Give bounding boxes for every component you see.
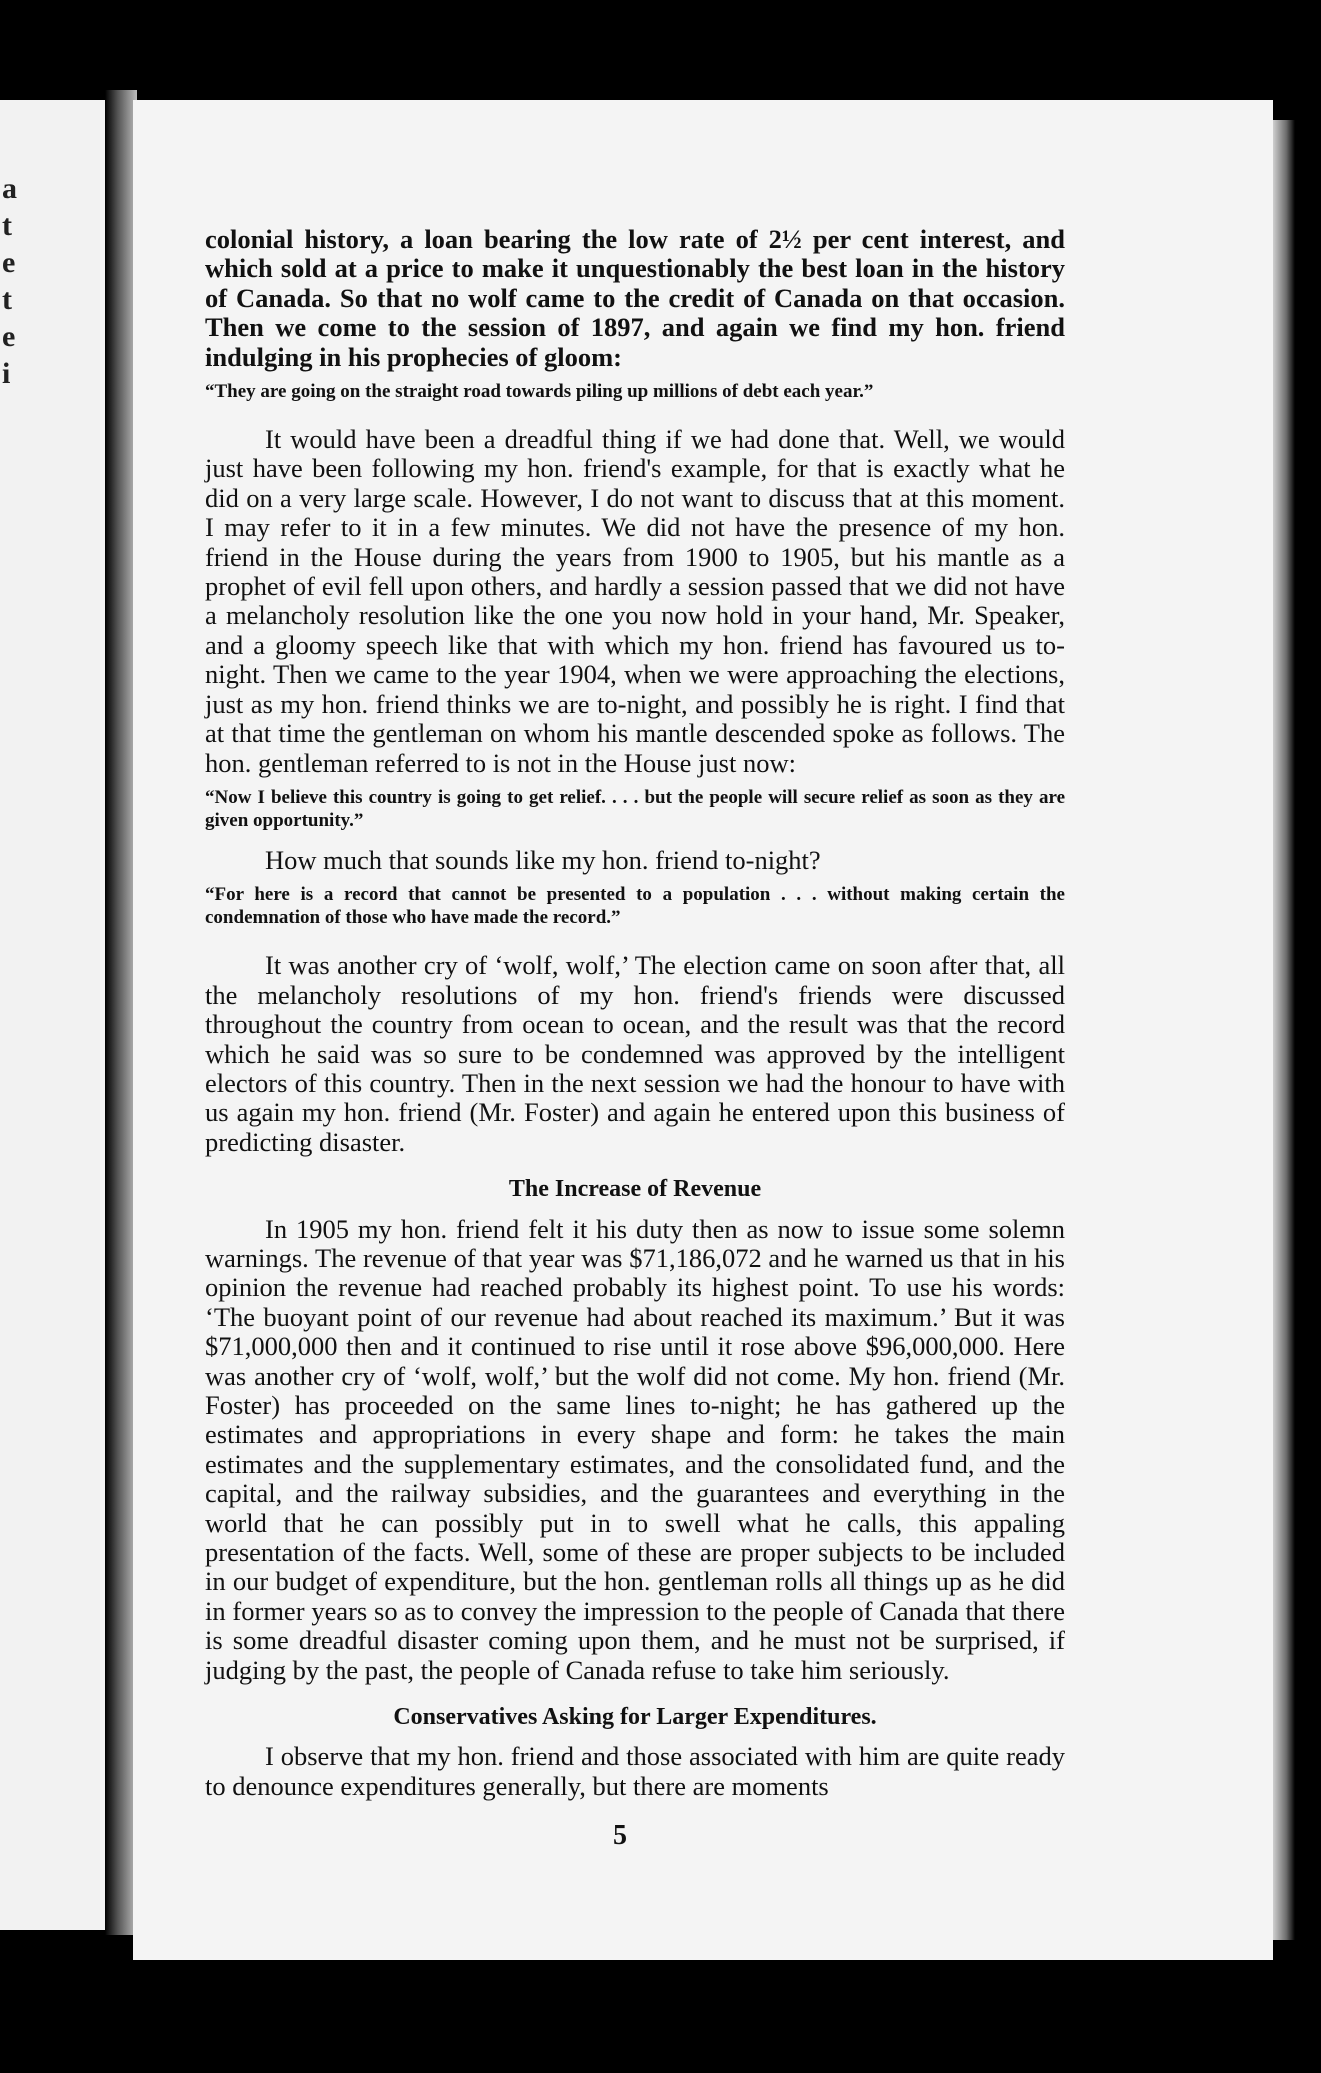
edge-letter: a <box>2 172 17 205</box>
paragraph: colonial history, a loan bearing the low rate of 2½ per cent interest, and which sold at a price to make it unquestionably the best loan in the history of Canada. So that no wolf came to the credit of Canada on that occasion. Then we come to the session of 1897, and again we find my hon. friend indulging in his prophecies of gloom: <box>205 224 1065 372</box>
block-quote: “Now I believe this country is going to get relief. . . . but the people will secure relief as soon as they are given opportunity.” <box>205 786 1065 831</box>
section-heading: The Increase of Revenue <box>508 1176 762 1203</box>
page-number: 5 <box>613 1820 627 1851</box>
edge-letter: e <box>2 320 16 353</box>
right-page-edge <box>1273 120 1295 1940</box>
paragraph: It would have been a dreadful thing if we had done that. Well, we would just have been following my hon. friend's example, for that is exactly what he did on a very large scale. However, I do not want to discuss that at this moment. I may refer to it in a few minutes. We did not have the presence of my hon. friend in the House during the years from 1900 to 1905, but his mantle as a prophet of evil fell upon others, and hardly a session passed that we did not have a melancholy resolution like the one you now hold in your hand, Mr. Speaker, and a gloomy speech like that with which my hon. friend has favoured us to-night. Then we came to the year 1904, when we were approaching the elections, just as my hon. friend thinks we are to-night, and possibly he is right. I find that at that time the gentleman on whom his mantle descended spoke as follows. The hon. gentleman referred to is not in the House just now: <box>205 424 1065 778</box>
block-quote: “They are going on the straight road towards piling up millions of debt each year.” <box>205 381 874 403</box>
edge-letter: t <box>2 283 12 316</box>
paragraph: How much that sounds like my hon. friend to-night? <box>265 844 821 875</box>
paragraph: In 1905 my hon. friend felt it his duty then as now to issue some solemn warnings. The revenue of that year was $71,186,072 and he warned us that in his opinion the revenue had reached probably its highest point. To use his words: ‘The buoyant point of our revenue had about reached its maximum.’ But it was $71,000,000 then and it continued to rise until it rose above $96,000,000. Here was another cry of ‘wolf, wolf,’ but the wolf did not come. My hon. friend (Mr. Foster) has proceeded on the same lines to-night; he has gathered up the estimates and appropriations in every shape and form: he takes the main estimates and the supplementary estimates, and the consolidated fund, and the capital, and the railway subsidies, and the guarantees and everything in the world that he can possibly put in to swell what he calls, this appaling presentation of the facts. Well, some of these are proper subjects to be included in our budget of expenditure, but the hon. gentleman rolls all things up as he did in former years so as to convey the impression to the people of Canada that there is some dreadful disaster coming upon them, and he must not be surprised, if judging by the past, the people of Canada refuse to take him seriously. <box>205 1213 1065 1685</box>
edge-letter: i <box>2 357 11 390</box>
left-page-edge <box>0 100 105 1930</box>
paragraph: It was another cry of ‘wolf, wolf,’ The election came on soon after that, all the melancholy resolutions of my hon. friend's friends were discussed throughout the country from ocean to ocean, and the result was that the record which he said was so sure to be condemned was approved by the intelligent electors of this country. Then in the next session we had the honour to have with us again my hon. friend (Mr. Foster) and again he entered upon this business of predicting disaster. <box>205 950 1065 1157</box>
paragraph: I observe that my hon. friend and those associated with him are quite ready to denounce expenditures generally, but there are moments <box>205 1741 1065 1801</box>
edge-letter: t <box>2 209 12 242</box>
left-page-edge-letters <box>2 170 22 392</box>
block-quote: “For here is a record that cannot be presented to a population . . . without making certain the condemnation of those who have made the record.” <box>205 884 1065 929</box>
edge-letter: e <box>2 246 16 279</box>
section-heading: Conservatives Asking for Larger Expenditures. <box>393 1704 877 1731</box>
page-body <box>205 225 1065 1801</box>
